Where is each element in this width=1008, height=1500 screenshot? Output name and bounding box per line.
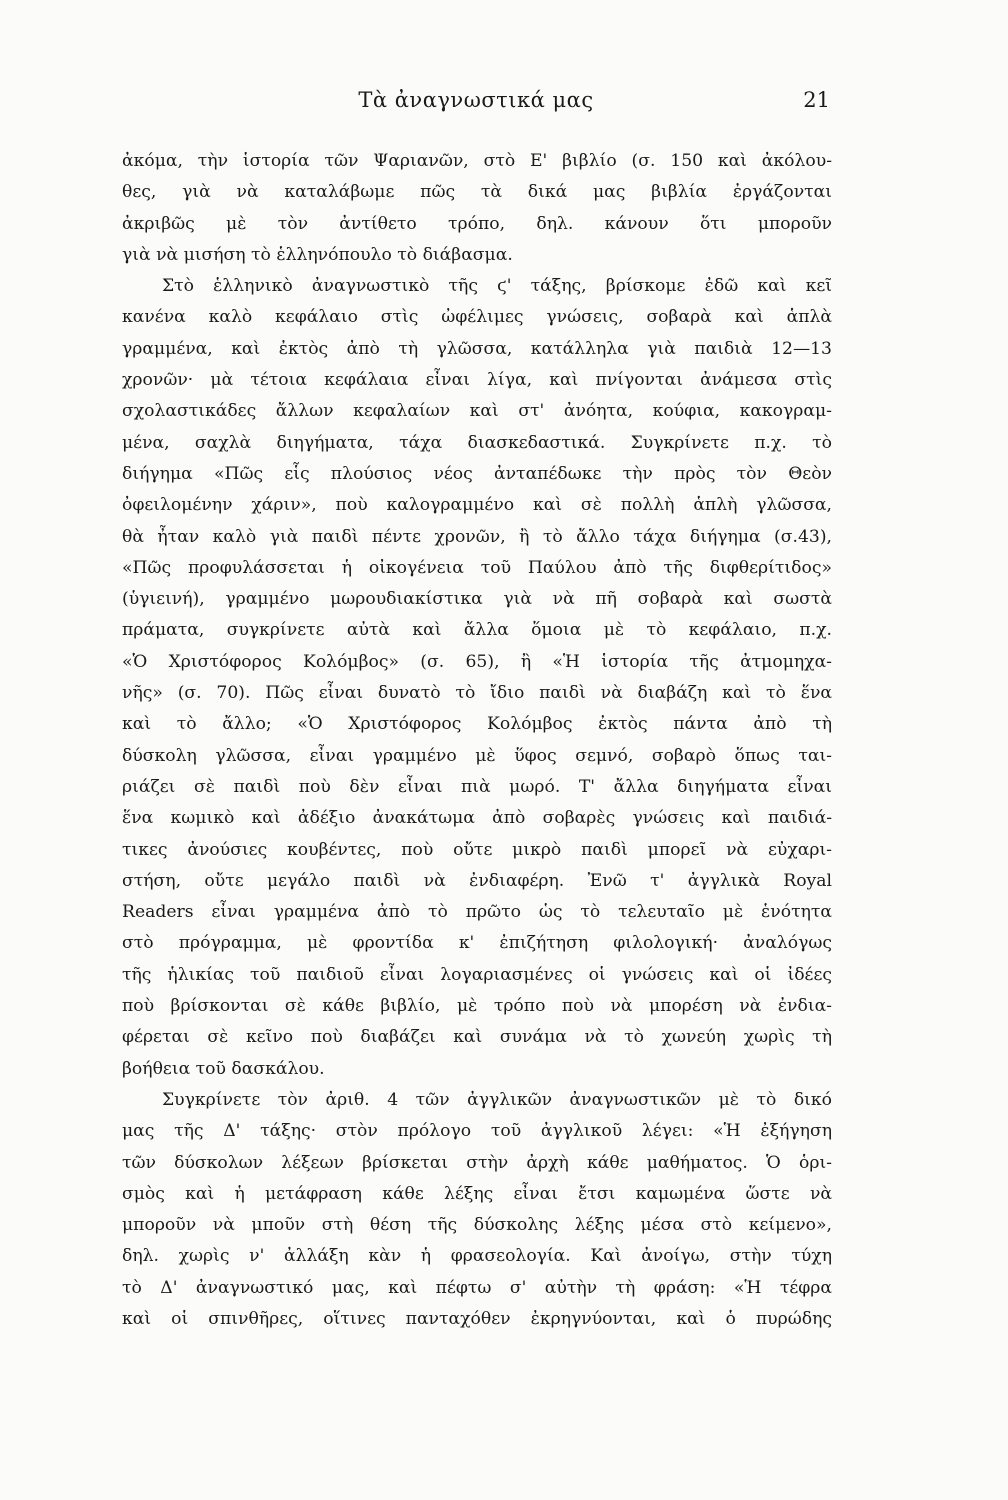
running-title: Τὰ ἀναγνωστικά μας <box>358 88 594 112</box>
text-line: ἀκριβῶς μὲ τὸν ἀντίθετο τρόπο, δηλ. κάνουν ὅτι μποροῦν <box>122 213 832 234</box>
text-line: μένα, σαχλὰ διηγήματα, τάχα διασκεδαστικά. Συγκρίνετε π.χ. τὸ <box>122 432 832 453</box>
text-line: σχολαστικάδες ἄλλων κεφαλαίων καὶ στ' ἀνόητα, κούφια, κακογραμ- <box>122 401 832 422</box>
text-line: δηλ. χωρὶς ν' ἀλλάξη κὰν ἡ φρασεολογία. Καὶ ἀνοίγω, στὴν τύχη <box>122 1246 832 1267</box>
text-line: καὶ οἱ σπινθῆρες, οἵτινες πανταχόθεν ἐκρηγνύονται, καὶ ὁ πυρώδης <box>122 1308 832 1329</box>
text-line: πράματα, συγκρίνετε αὐτὰ καὶ ἄλλα ὅμοια μὲ τὸ κεφάλαιο, π.χ. <box>122 620 832 641</box>
body-text <box>122 146 832 1335</box>
text-line: ριάζει σὲ παιδὶ ποὺ δὲν εἶναι πιὰ μωρό. Τ' ἄλλα διηγήματα εἶναι <box>122 776 832 797</box>
text-line: θες, γιὰ νὰ καταλάβωμε πῶς τὰ δικά μας βιβλία ἐργάζονται <box>122 182 832 203</box>
text-line: ὀφειλομένην χάριν», ποὺ καλογραμμένο καὶ σὲ πολλὴ ἁπλὴ γλῶσσα, <box>122 495 832 516</box>
text-line: «Ὁ Χριστόφορος Κολόμβος» (σ. 65), ἢ «Ἡ ἱστορία τῆς ἀτμομηχα- <box>122 651 832 672</box>
text-line: δύσκολη γλῶσσα, εἶναι γραμμένο μὲ ὕφος σεμνό, σοβαρὸ ὅπως ται- <box>122 745 832 766</box>
text-line: γραμμένα, καὶ ἐκτὸς ἀπὸ τὴ γλῶσσα, κατάλληλα γιὰ παιδιὰ 12—13 <box>122 338 832 359</box>
text-line: χρονῶν· μὰ τέτοια κεφάλαια εἶναι λίγα, καὶ πνίγονται ἀνάμεσα στὶς <box>122 370 832 391</box>
text-line: μας τῆς Δ' τάξης· στὸν πρόλογο τοῦ ἀγγλικοῦ λέγει: «Ἡ ἐξήγηση <box>122 1121 832 1142</box>
text-line: τῶν δύσκολων λέξεων βρίσκεται στὴν ἀρχὴ κάθε μαθήματος. Ὁ ὁρι- <box>122 1152 832 1173</box>
text-line: τῆς ἡλικίας τοῦ παιδιοῦ εἶναι λογαριασμένες οἱ γνώσεις καὶ οἱ ἰδέες <box>122 964 832 985</box>
text-line: διήγημα «Πῶς εἷς πλούσιος νέος ἀνταπέδωκε τὴν πρὸς τὸν Θεὸν <box>122 463 832 484</box>
text-line: Readers εἶναι γραμμένα ἀπὸ τὸ πρῶτο ὡς τὸ τελευταῖο μὲ ἑνότητα <box>122 902 832 923</box>
text-line: καὶ τὸ ἄλλο; «Ὁ Χριστόφορος Κολόμβος ἐκτὸς πάντα ἀπὸ τὴ <box>122 714 832 735</box>
text-line: στὸ πρόγραμμα, μὲ φροντίδα κ' ἐπιζήτηση φιλολογική· ἀναλόγως <box>122 933 832 954</box>
text-line: Συγκρίνετε τὸν ἀριθ. 4 τῶν ἀγγλικῶν ἀναγνωστικῶν μὲ τὸ δικό <box>162 1089 832 1110</box>
text-line: γιὰ νὰ μισήση τὸ ἑλληνόπουλο τὸ διάβασμα. <box>122 244 513 265</box>
text-line: ποὺ βρίσκονται σὲ κάθε βιβλίο, μὲ τρόπο ποὺ νὰ μπορέση νὰ ἐνδια- <box>122 996 832 1017</box>
text-line: κανένα καλὸ κεφάλαιο στὶς ὠφέλιμες γνώσεις, σοβαρὰ καὶ ἁπλὰ <box>122 307 832 328</box>
page-header <box>122 88 830 128</box>
text-line: «Πῶς προφυλάσσεται ἡ οἰκογένεια τοῦ Παύλου ἀπὸ τῆς διφθερίτιδος» <box>122 557 832 578</box>
text-line: τικες ἀνούσιες κουβέντες, ποὺ οὔτε μικρὸ παιδὶ μπορεῖ νὰ εὐχαρι- <box>122 839 832 860</box>
text-line: σμὸς καὶ ἡ μετάφραση κάθε λέξης εἶναι ἔτσι καμωμένα ὥστε νὰ <box>122 1183 832 1204</box>
text-line: θὰ ἦταν καλὸ γιὰ παιδὶ πέντε χρονῶν, ἢ τὸ ἄλλο τάχα διήγημα (σ.43), <box>122 526 832 547</box>
text-line: ἀκόμα, τὴν ἱστορία τῶν Ψαριανῶν, στὸ Ε' βιβλίο (σ. 150 καὶ ἀκόλου- <box>122 151 832 171</box>
text-line: (ὑγιεινή), γραμμένο μωρουδιακίστικα γιὰ νὰ πῆ σοβαρὰ καὶ σωστὰ <box>122 589 832 610</box>
text-line: στήση, οὔτε μεγάλο παιδὶ νὰ ἐνδιαφέρη. Ἐνῶ τ' ἀγγλικὰ Royal <box>122 870 832 891</box>
text-line: ἕνα κωμικὸ καὶ ἀδέξιο ἀνακάτωμα ἀπὸ σοβαρὲς γνώσεις καὶ παιδιά- <box>122 808 832 829</box>
text-line: φέρεται σὲ κεῖνο ποὺ διαβάζει καὶ συνάμα νὰ τὸ χωνεύη χωρὶς τὴ <box>122 1027 832 1048</box>
text-line: Στὸ ἑλληνικὸ ἀναγνωστικὸ τῆς ϛ' τάξης, βρίσκομε ἐδῶ καὶ κεῖ <box>162 276 832 297</box>
page-number: 21 <box>803 88 830 112</box>
text-line: μποροῦν νὰ μποῦν στὴ θέση τῆς δύσκολης λέξης μέσα στὸ κείμενο», <box>122 1215 832 1236</box>
text-line: βοήθεια τοῦ δασκάλου. <box>122 1058 325 1079</box>
text-line: τὸ Δ' ἀναγνωστικό μας, καὶ πέφτω σ' αὐτὴν τὴ φράση: «Ἡ τέφρα <box>122 1277 832 1298</box>
text-line: νῆς» (σ. 70). Πῶς εἶναι δυνατὸ τὸ ἴδιο παιδὶ νὰ διαβάζη καὶ τὸ ἕνα <box>122 683 832 704</box>
